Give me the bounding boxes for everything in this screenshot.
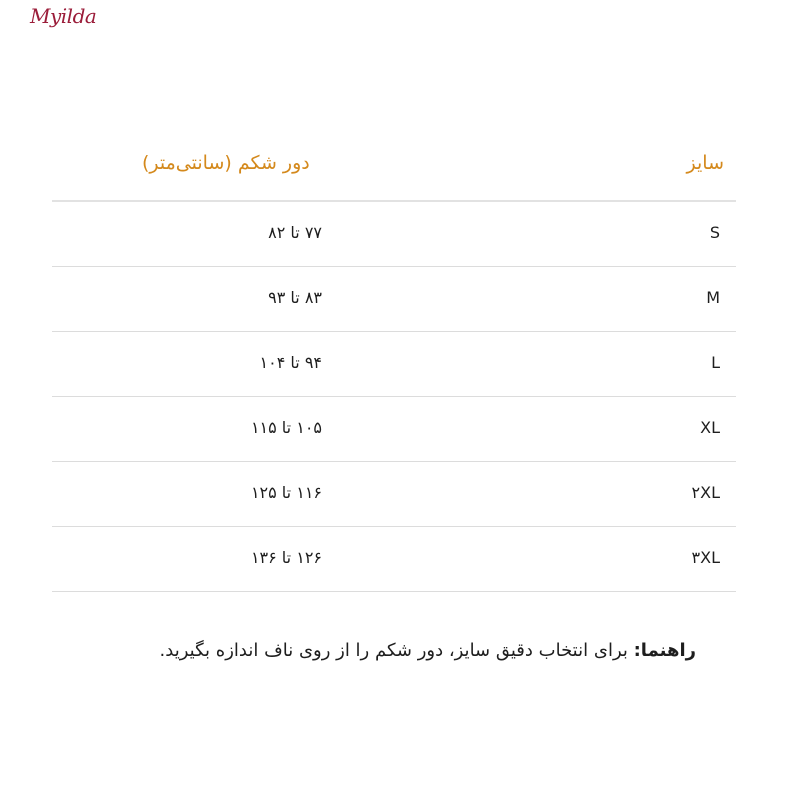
header-waist-circumference: دور شکم (سانتی‌متر) [142, 152, 310, 174]
table-row [52, 202, 736, 267]
brand-logo: Myilda [30, 4, 97, 28]
table-row [52, 462, 736, 527]
waist-range-cell: ۹۴ تا ۱۰۴ [259, 353, 322, 372]
waist-range-cell: ۱۰۵ تا ۱۱۵ [250, 418, 322, 437]
waist-range-cell: ۸۳ تا ۹۳ [268, 288, 322, 307]
size-cell: M [706, 288, 720, 307]
size-cell: S [709, 223, 720, 242]
table-row [52, 267, 736, 332]
waist-range-cell: ۱۱۶ تا ۱۲۵ [250, 483, 322, 502]
waist-range-cell: ۷۷ تا ۸۲ [268, 223, 322, 242]
size-cell: ۲XL [691, 483, 720, 502]
guide-label: راهنما: [633, 640, 696, 661]
size-cell: ۳XL [691, 548, 720, 567]
table-row [52, 332, 736, 397]
table-row [52, 397, 736, 462]
table-row [52, 527, 736, 592]
measurement-guide [160, 640, 696, 661]
size-cell: XL [700, 418, 720, 437]
guide-text: برای انتخاب دقیق سایز، دور شکم را از روی ناف اندازه بگیرید. [159, 640, 634, 661]
header-size: سایز [686, 152, 724, 174]
size-cell: L [711, 353, 720, 372]
table-header-row [52, 130, 736, 202]
size-chart-table [52, 130, 736, 592]
waist-range-cell: ۱۲۶ تا ۱۳۶ [250, 548, 322, 567]
